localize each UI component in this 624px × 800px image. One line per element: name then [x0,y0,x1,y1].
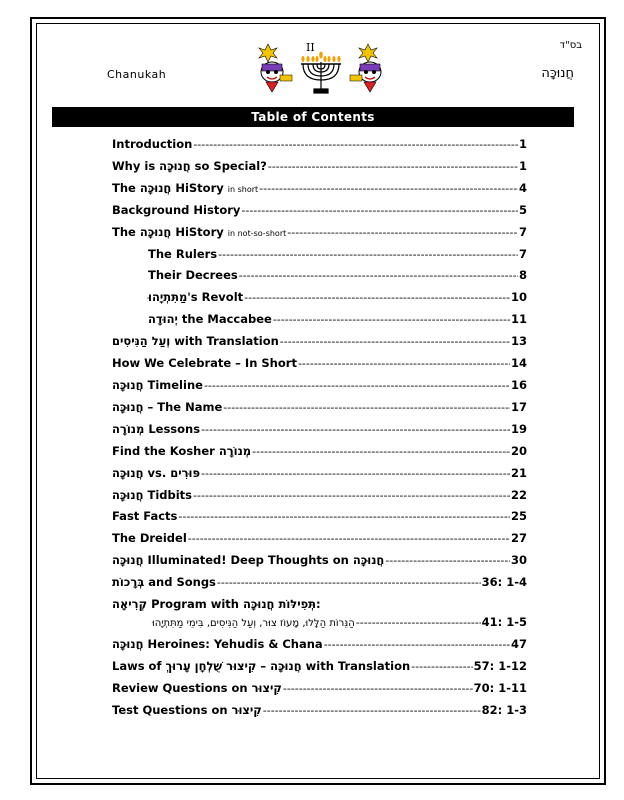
left-dreidel-character [259,44,292,92]
candle-flames [301,52,340,63]
toc-entry: The Rulers ----- 7 [112,245,527,261]
toc-entry: Review Questions on קִיצוּר ----- 70: 1-11 [112,679,527,695]
toc-entry: חֲנוּכָּה Illuminated! Deep Thoughts on חֲנוּכָּה ----- 30 [112,551,527,567]
toc-entry: בְּרָכוֹת and Songs ----- 36: 1-4 [112,573,527,589]
toc-entry: The חֲנוּכָּה HiStory in short ----- 4 [112,179,527,195]
menorah-clipart [256,42,386,98]
menorah-icon [301,62,341,93]
toc-entry: How We Celebrate – In Short ----- 14 [112,354,527,370]
header-right-title: חֲנוּכָּה [541,66,574,81]
toc-entry: Fast Facts ----- 25 [112,507,527,523]
toc-entry: Background History ----- 5 [112,201,527,217]
toc-entry: חֲנוּכָּה – The Name ----- 17 [112,398,527,414]
toc-entry: Introduction ----- 1 [112,135,527,151]
toc-entry: חֲנוּכָּה Tidbits ----- 22 [112,486,527,502]
toc-entry: הַנֵּרוֹת הַלָּלוּ, מָעוֹז צוּר, וְעַל הַנִּיסִים, בִּימֵי מַתִּתְיָהוּ ----- 41: 1-5 [112,613,527,629]
toc-entry: וְעַל הַנִּיסִים with Translation ----- 13 [112,332,527,348]
toc-entry: יְהוּדָה the Maccabee ----- 11 [112,310,527,326]
toc-entry: חֲנוּכָּה Timeline ----- 16 [112,376,527,392]
toc-entry: Their Decrees ----- 8 [112,266,527,282]
toc-entry: The חֲנוּכָּה HiStory in not-so-short ----- 7 [112,223,527,239]
bsd-label: בס"ד [559,40,582,51]
toc-entry: The Dreidel ----- 27 [112,529,527,545]
toc-entry: מַתִּתְיָהוּ's Revolt ----- 10 [112,288,527,304]
toc-entry: Test Questions on קִיצוּר ----- 82: 1-3 [112,701,527,717]
toc-entry: Why is חֲנוּכָּה so Special? ----- 1 [112,157,527,173]
toc-entry: מְנוֹרָה Lessons ----- 19 [112,420,527,436]
toc-entry: Laws of חֲנוּכָּה – קִיצוּר שֻׁלְחָן עָרוּךְ with Translation ----- 57: 1-12 [112,657,527,673]
header-left-title: Chanukah [107,68,167,81]
toc-entry: קְרִיאָה Program with תְּפִילּוֹת חֲנוּכָּה: [112,597,321,611]
right-dreidel-character [350,44,381,92]
toc-entry: חֲנוּכָּה vs. פּוּרִים ----- 21 [112,464,527,480]
toc-title-bar: Table of Contents [52,107,574,127]
page-number: II [306,41,315,54]
toc-entry: Find the Kosher מְנוֹרָה ----- 20 [112,442,527,458]
toc-entry: חֲנוּכָּה Heroines: Yehudis & Chana ----- 47 [112,635,527,651]
